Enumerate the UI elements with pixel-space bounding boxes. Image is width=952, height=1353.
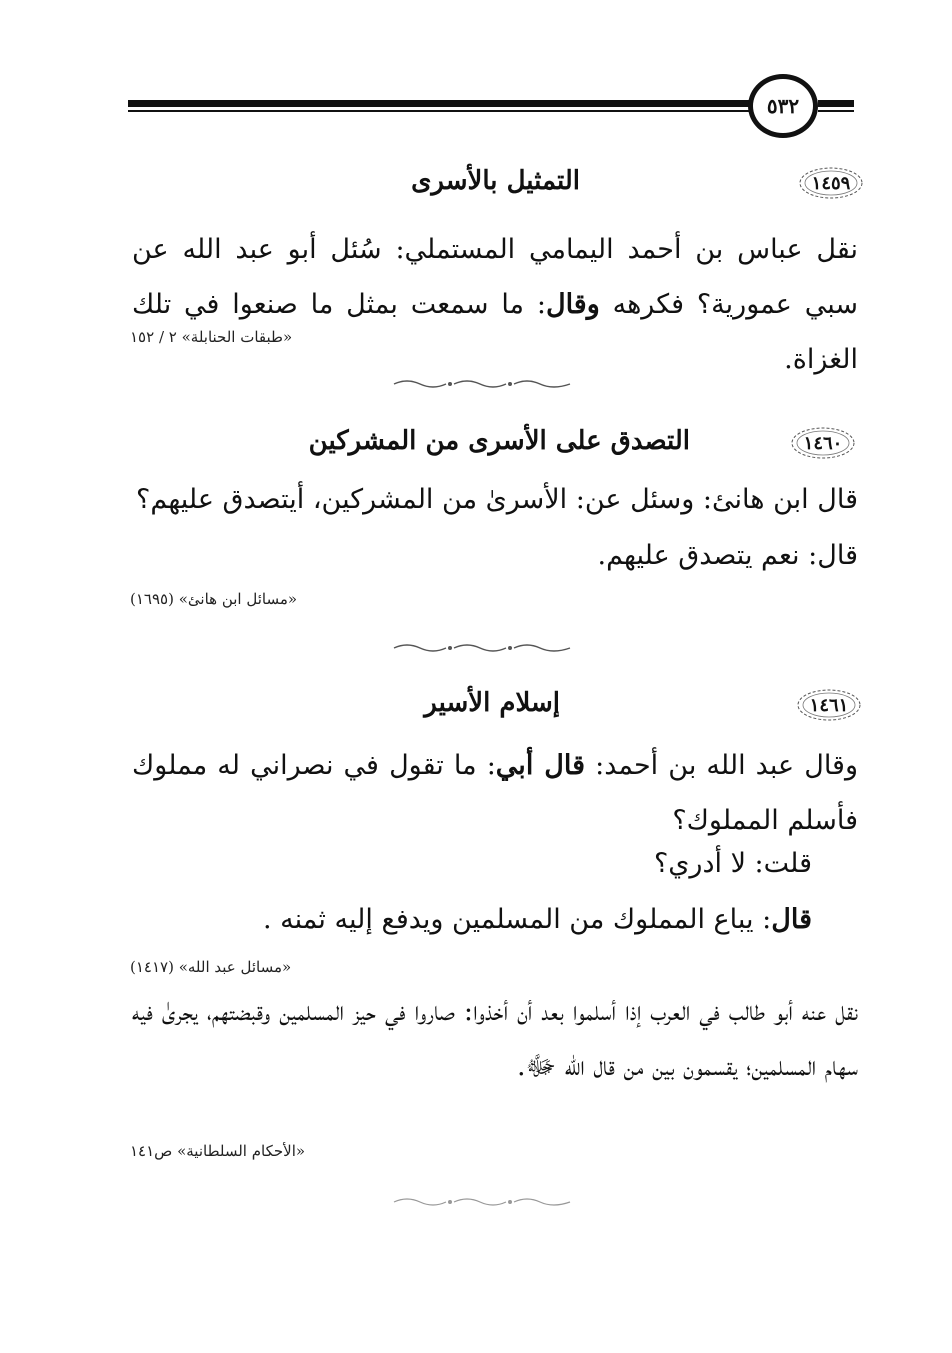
text-line: قال: نعم يتصدق عليهم.	[597, 540, 858, 571]
ornament-icon	[392, 642, 572, 654]
header-rule	[128, 100, 756, 114]
source-citation: «طبقات الحنابلة» ٢ / ١٥٢	[130, 328, 293, 346]
ornament-icon	[392, 378, 572, 390]
source-citation: «مسائل ابن هانئ» (١٦٩٥)	[130, 590, 298, 608]
ornament-icon	[392, 1196, 572, 1208]
divider-ornament	[392, 1196, 572, 1208]
source-citation: «مسائل عبد الله» (١٤١٧)	[130, 958, 292, 976]
section-paragraph: وقال عبد الله بن أحمد: قال أبي: ما تقول في نصراني له مملوك فأسلم المملوك؟	[132, 750, 858, 836]
divider-ornament	[392, 378, 572, 390]
section-number-badge	[790, 426, 856, 460]
section-number-badge	[798, 166, 864, 200]
text-line: قال ابن هانئ: وسئل عن: الأسرىٰ من المشركين، أيتصدق عليهم؟	[136, 484, 858, 515]
text-line: قلت: لا أدري؟	[653, 848, 812, 879]
section-title: التمثيل بالأسرى	[411, 166, 580, 196]
text-line: قال: يباع المملوك من المسلمين ويدفع إليه ثمنه .	[263, 904, 812, 935]
section-paragraph: نقل عباس بن أحمد اليمامي المستملي: سُئل أبو عبد الله عن سبي عمورية؟ فكرهه وقال: ما سمعت بمثل ما صنعوا في تلك الغزاة.	[132, 234, 858, 375]
section-number-badge	[796, 688, 862, 722]
source-citation: «الأحكام السلطانية» ص١٤١	[130, 1142, 306, 1160]
section-number: ١٤٦١	[809, 694, 849, 716]
section-title: التصدق على الأسرى من المشركين	[308, 426, 690, 456]
header-rule-right	[818, 100, 854, 114]
section-title: إسلام الأسير	[424, 688, 560, 718]
page-number: ٥٣٢	[748, 74, 818, 138]
section-paragraph: نقل عنه أبو طالب في العرب إذا أسلموا بعد أن أخذوا: صاروا في حيز المسلمين وقبضتهم، يجرىٰ فيه سهام المسلمين؛ يقسمون بين من قال الله ﷻ.	[132, 996, 858, 1082]
section-number: ١٤٦٠	[803, 432, 843, 454]
section-number: ١٤٥٩	[811, 172, 851, 194]
divider-ornament	[392, 642, 572, 654]
